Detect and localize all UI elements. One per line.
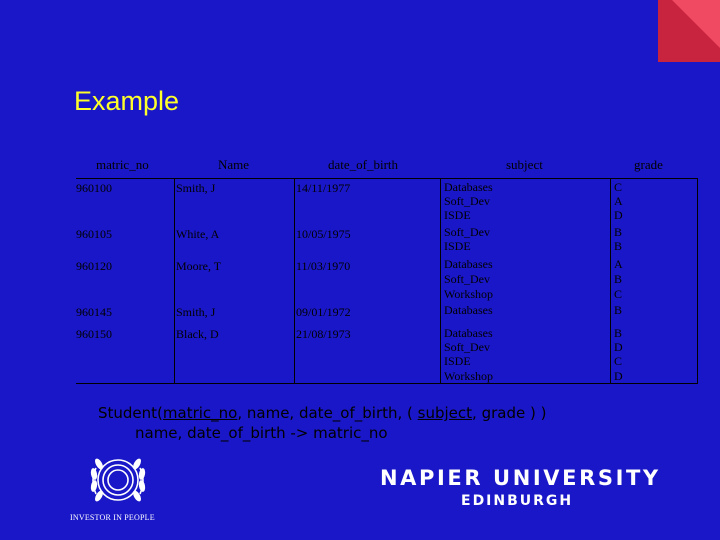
cell-subject: Workshop bbox=[444, 369, 494, 383]
cell-subject: Databases bbox=[444, 303, 493, 317]
cell-matric-no: 960120 bbox=[76, 259, 112, 273]
cell-name: Smith, J bbox=[176, 181, 216, 195]
cell-subject: Soft_Dev bbox=[444, 340, 490, 354]
cell-grade: C bbox=[614, 287, 623, 301]
schema-mid: , name, date_of_birth, ( bbox=[237, 404, 418, 422]
cell-grade: D bbox=[614, 340, 623, 354]
corner-triangle-decoration bbox=[658, 0, 720, 62]
cell-dob: 14/11/1977 bbox=[296, 181, 351, 195]
cell-subject: ISDE bbox=[444, 354, 471, 368]
cell-subject: ISDE bbox=[444, 239, 471, 253]
cell-grade: A bbox=[614, 194, 623, 208]
schema-key: matric_no bbox=[162, 404, 238, 422]
cell-grade: D bbox=[614, 369, 623, 383]
cell-matric-no: 960105 bbox=[76, 227, 112, 241]
cell-subject: Soft_Dev bbox=[444, 194, 490, 208]
cell-name: Smith, J bbox=[176, 305, 216, 319]
cell-grade: B bbox=[614, 303, 623, 317]
cell-grade: A bbox=[614, 257, 623, 271]
table-divider bbox=[294, 178, 295, 383]
header-matric-no: matric_no bbox=[96, 157, 149, 172]
cell-grade: C bbox=[614, 354, 623, 368]
schema-line bbox=[98, 403, 546, 423]
cell-dob: 10/05/1975 bbox=[296, 227, 351, 241]
university-name: NAPIER UNIVERSITY bbox=[380, 466, 661, 490]
table-divider bbox=[697, 178, 698, 383]
cell-matric-no: 960150 bbox=[76, 327, 112, 341]
student-table bbox=[76, 152, 698, 384]
header-name: Name bbox=[218, 157, 250, 172]
cell-dob: 09/01/1972 bbox=[296, 305, 351, 319]
cell-subject: Soft_Dev bbox=[444, 272, 490, 286]
cell-subject: Databases bbox=[444, 326, 493, 340]
cell-subject: Soft_Dev bbox=[444, 225, 490, 239]
cell-dob: 11/03/1970 bbox=[296, 259, 351, 273]
investor-in-people-label: INVESTOR IN PEOPLE bbox=[70, 513, 155, 522]
cell-name: Black, D bbox=[176, 327, 219, 341]
table-divider bbox=[440, 178, 441, 383]
cell-name: White, A bbox=[176, 227, 220, 241]
header-subject: subject bbox=[506, 157, 543, 172]
schema-key: subject bbox=[417, 404, 473, 422]
table-divider bbox=[610, 178, 611, 383]
slide-title: Example bbox=[74, 86, 180, 116]
cell-grade: B bbox=[614, 225, 623, 239]
cell-grade: B bbox=[614, 272, 623, 286]
cell-matric-no: 960145 bbox=[76, 305, 112, 319]
cell-subject: ISDE bbox=[444, 208, 471, 222]
cell-name: Moore, T bbox=[176, 259, 222, 273]
cell-subject: Databases bbox=[444, 180, 493, 194]
cell-grade: B bbox=[614, 239, 623, 253]
functional-dependency: name, date_of_birth -> matric_no bbox=[135, 424, 388, 442]
cell-grade: B bbox=[614, 326, 623, 340]
table-bottom-rule bbox=[76, 383, 698, 384]
university-city: EDINBURGH bbox=[461, 493, 574, 509]
header-date-of-birth: date_of_birth bbox=[328, 157, 399, 172]
cell-grade: C bbox=[614, 180, 623, 194]
header-grade: grade bbox=[634, 157, 663, 172]
table-header-rule bbox=[76, 178, 698, 179]
table-divider bbox=[174, 178, 175, 383]
cell-subject: Databases bbox=[444, 257, 493, 271]
cell-matric-no: 960100 bbox=[76, 181, 112, 195]
cell-grade: D bbox=[614, 208, 623, 222]
schema-suffix: , grade ) ) bbox=[472, 404, 547, 422]
relation-schema bbox=[98, 403, 546, 443]
cell-dob: 21/08/1973 bbox=[296, 327, 351, 341]
cell-subject: Workshop bbox=[444, 287, 494, 301]
schema-prefix: Student( bbox=[98, 404, 163, 422]
